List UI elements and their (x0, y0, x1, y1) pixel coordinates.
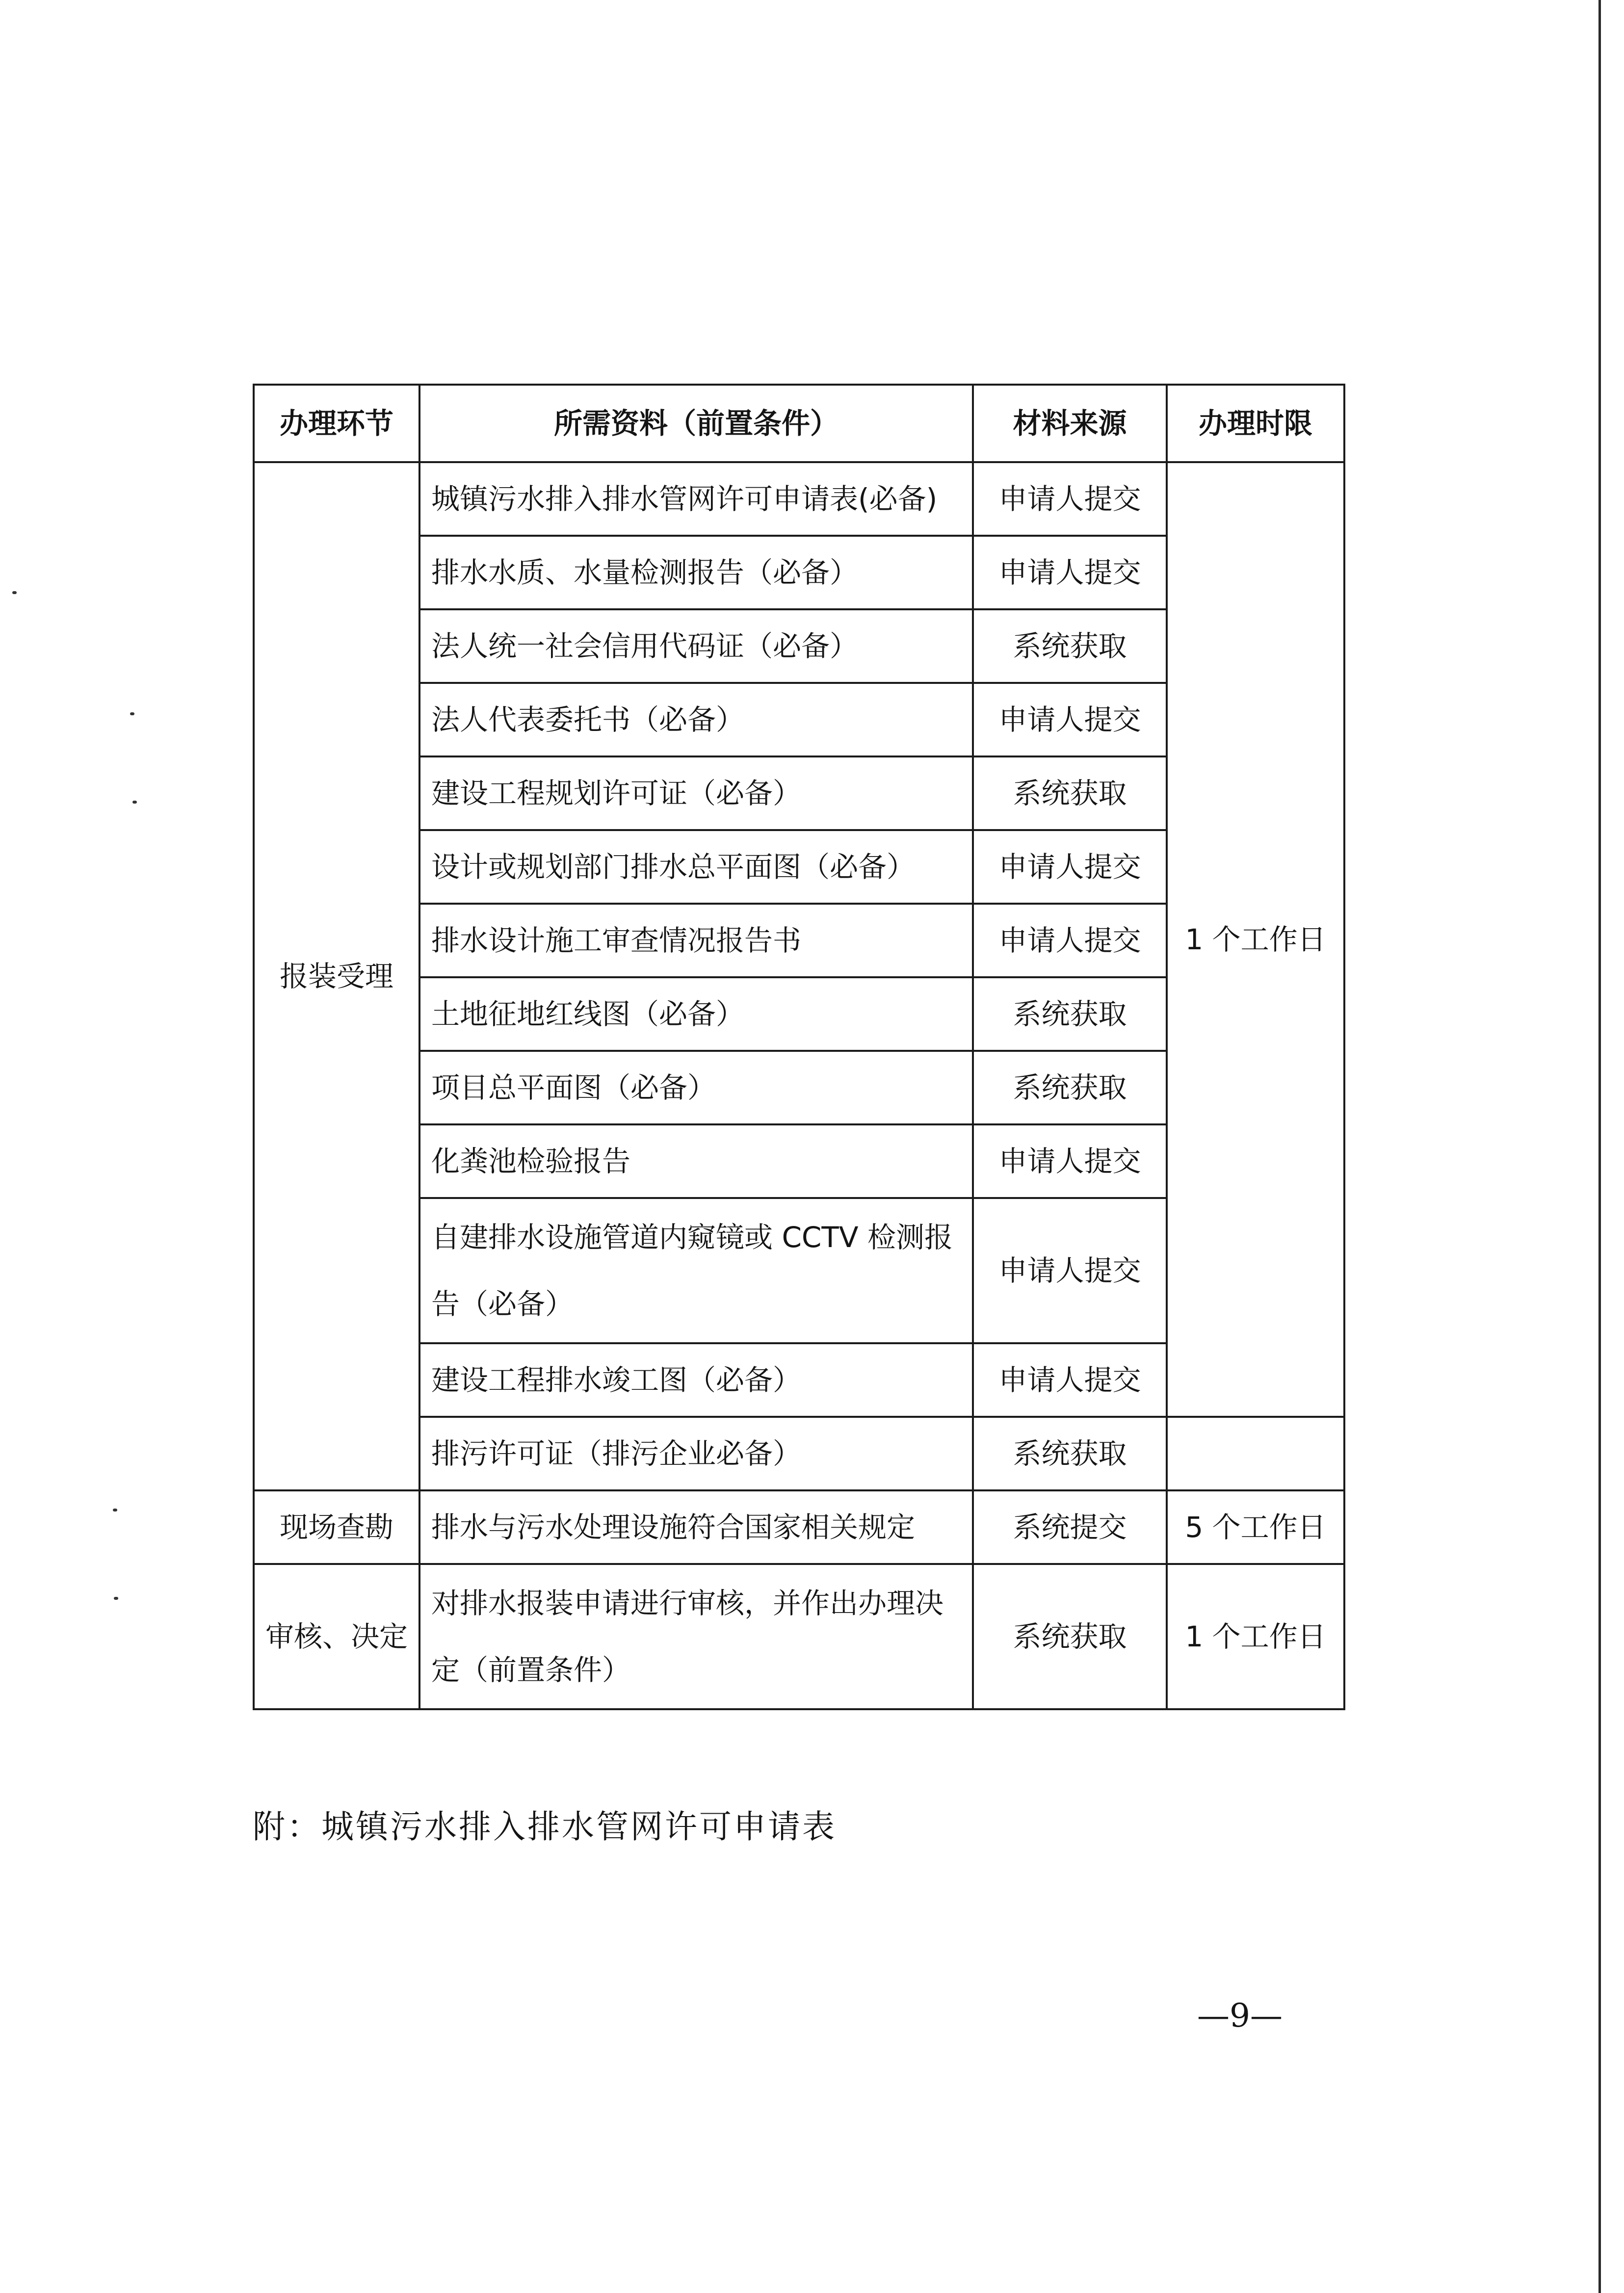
header-source: 材料来源 (973, 385, 1167, 462)
material-cell: 对排水报装申请进行审核，并作出办理决定（前置条件） (419, 1564, 973, 1709)
page-number: —9— (1197, 1997, 1283, 2034)
source-cell: 系统获取 (973, 1417, 1167, 1490)
source-cell: 申请人提交 (973, 683, 1167, 756)
source-cell: 申请人提交 (973, 1198, 1167, 1343)
source-cell: 系统提交 (973, 1490, 1167, 1564)
material-cell: 建设工程排水竣工图（必备） (419, 1343, 973, 1417)
source-cell: 申请人提交 (973, 1124, 1167, 1198)
stage-review: 审核、决定 (254, 1564, 419, 1709)
material-cell: 排污许可证（排污企业必备） (419, 1417, 973, 1490)
scan-speck (12, 591, 17, 594)
procedure-table (253, 384, 1345, 1710)
table-row (254, 462, 1344, 536)
material-cell: 建设工程规划许可证（必备） (419, 756, 973, 830)
material-cell: 法人统一社会信用代码证（必备） (419, 609, 973, 683)
source-cell: 系统获取 (973, 977, 1167, 1051)
scan-speck (113, 1509, 117, 1511)
limit-cell: 5 个工作日 (1167, 1490, 1344, 1564)
source-cell: 系统获取 (973, 1051, 1167, 1124)
scan-speck (132, 801, 137, 804)
material-cell: 设计或规划部门排水总平面图（必备） (419, 830, 973, 904)
limit-empty-cell (1167, 1417, 1344, 1490)
stage-inspection: 现场查勘 (254, 1490, 419, 1564)
source-cell: 系统获取 (973, 1564, 1167, 1709)
scan-speck (114, 1597, 118, 1600)
table-row (254, 1490, 1344, 1564)
source-cell: 申请人提交 (973, 536, 1167, 609)
table-row (254, 1564, 1344, 1709)
material-cell: 项目总平面图（必备） (419, 1051, 973, 1124)
source-cell: 系统获取 (973, 609, 1167, 683)
source-cell: 申请人提交 (973, 462, 1167, 536)
header-materials: 所需资料（前置条件） (419, 385, 973, 462)
scan-speck (130, 712, 134, 715)
material-cell: 土地征地红线图（必备） (419, 977, 973, 1051)
attachment-note: 附：城镇污水排入排水管网许可申请表 (253, 1808, 837, 1846)
material-cell: 自建排水设施管道内窥镜或 CCTV 检测报告（必备） (419, 1198, 973, 1343)
material-cell: 排水设计施工审查情况报告书 (419, 904, 973, 977)
material-cell: 城镇污水排入排水管网许可申请表(必备) (419, 462, 973, 536)
material-cell: 法人代表委托书（必备） (419, 683, 973, 756)
source-cell: 系统获取 (973, 756, 1167, 830)
limit-cell: 1 个工作日 (1167, 1564, 1344, 1709)
material-cell: 排水水质、水量检测报告（必备） (419, 536, 973, 609)
stage-acceptance: 报装受理 (254, 462, 419, 1490)
header-stage: 办理环节 (254, 385, 419, 462)
table-header-row (254, 385, 1344, 462)
source-cell: 申请人提交 (973, 904, 1167, 977)
source-cell: 申请人提交 (973, 830, 1167, 904)
header-time-limit: 办理时限 (1167, 385, 1344, 462)
source-cell: 申请人提交 (973, 1343, 1167, 1417)
material-cell: 排水与污水处理设施符合国家相关规定 (419, 1490, 973, 1564)
limit-acceptance: 1 个工作日 (1167, 462, 1344, 1417)
scan-edge-line (1598, 0, 1601, 2293)
material-cell: 化粪池检验报告 (419, 1124, 973, 1198)
